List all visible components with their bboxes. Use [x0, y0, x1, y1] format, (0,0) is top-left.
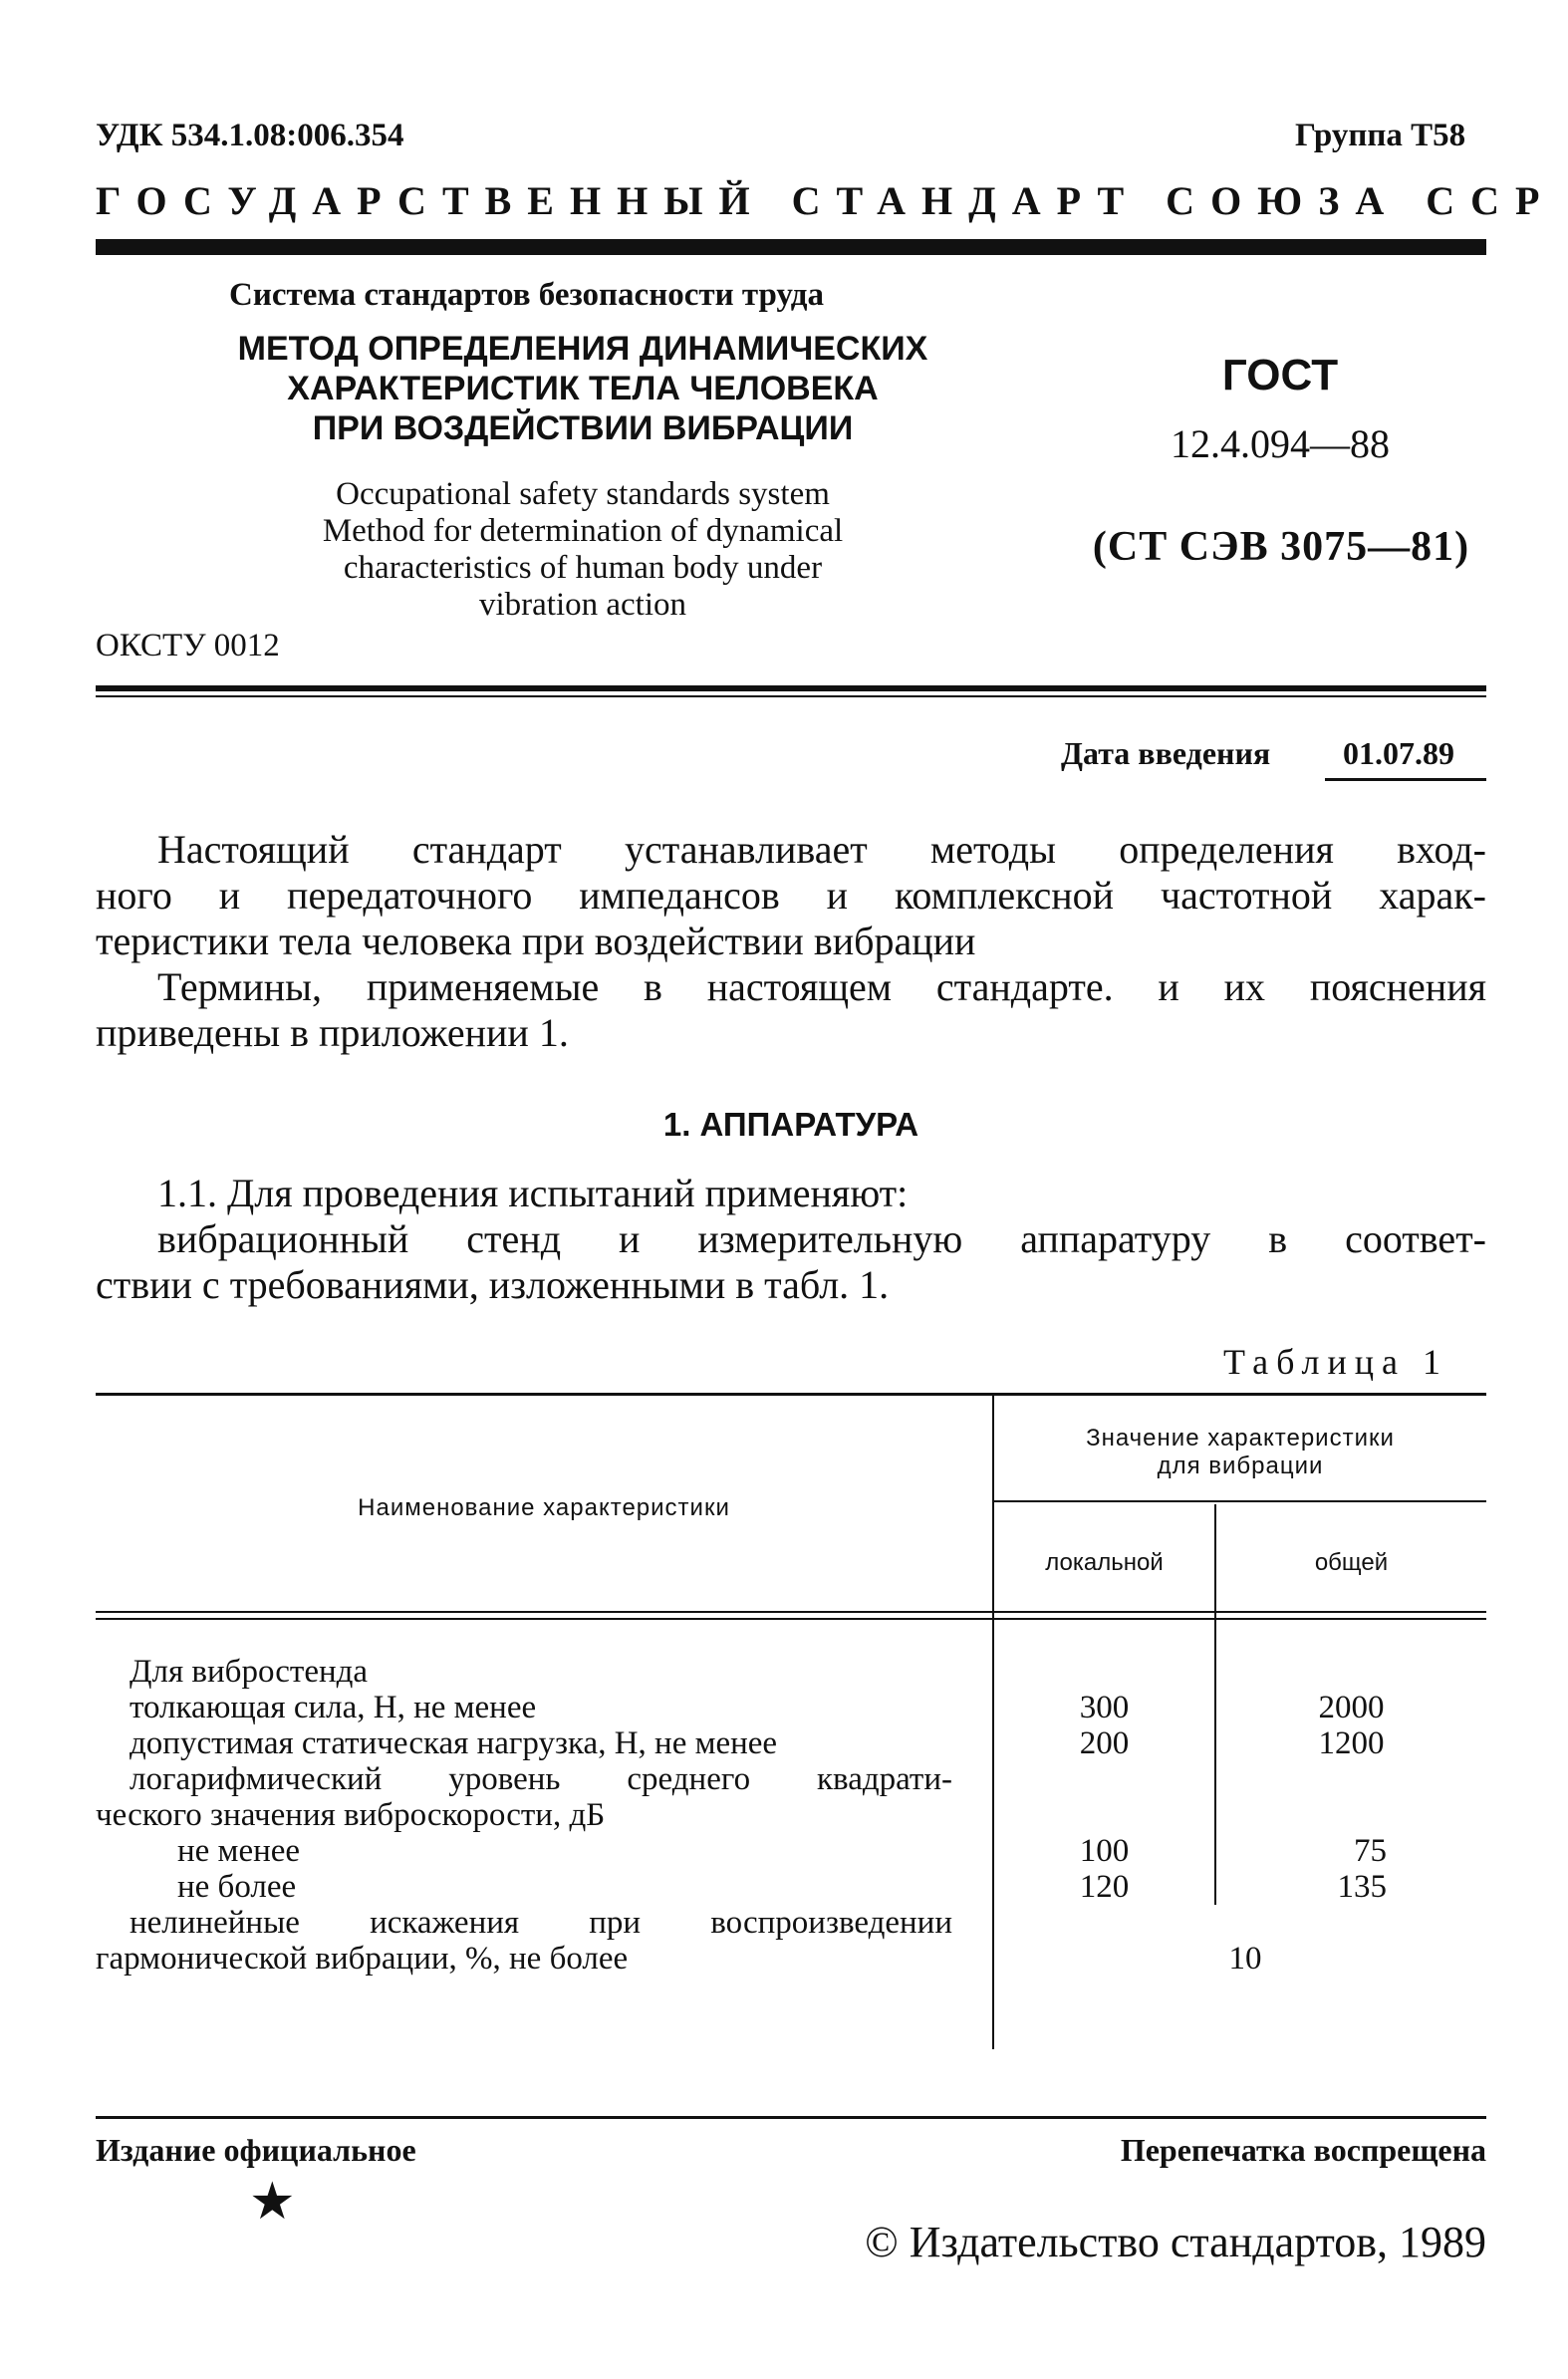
title-en-line: vibration action: [478, 587, 687, 623]
table-cell-local: 100: [1079, 1833, 1130, 1869]
gost-label: ГОСТ: [1221, 351, 1339, 399]
st-sev-number: (СТ СЭВ 3075—81): [1092, 524, 1470, 570]
title-en: [209, 476, 956, 624]
table-cell-general: 1200: [1318, 1725, 1385, 1761]
title-en-line: characteristics of human body under: [343, 550, 823, 586]
table-row-label: логарифмический уровень среднего квадрати-: [130, 1761, 952, 1797]
paragraph-line: ствии с требованиями, изложенными в табл. 1.: [96, 1262, 890, 1307]
paragraph-line: теристики тела человека при воздействии вибрации: [96, 919, 976, 963]
table-row-label: не более: [177, 1869, 297, 1905]
title-ru-line: ПРИ ВОЗДЕЙСТВИИ ВИБРАЦИИ: [312, 409, 854, 447]
group-code: Группа Т58: [1295, 118, 1466, 153]
table-row-label: гармонической вибрации, %, не более: [96, 1941, 629, 1977]
table-cell-general: 2000: [1318, 1690, 1385, 1725]
table-caption: Таблица 1: [1223, 1342, 1448, 1382]
paragraph-line: Термины, применяемые в настоящем стандарте. и их пояснения: [157, 964, 1486, 1009]
table-cell-local: 120: [1079, 1869, 1130, 1905]
table-row-label: допустимая статическая нагрузка, Н, не менее: [130, 1725, 778, 1761]
table-row-label: не менее: [177, 1833, 301, 1869]
title-ru-line: ХАРАКТЕРИСТИК ТЕЛА ЧЕЛОВЕКА: [287, 370, 879, 407]
table-header-name: Наименование характеристики: [358, 1494, 730, 1521]
intro-date-value: 01.07.89: [1343, 735, 1454, 771]
okstu-code: ОКСТУ 0012: [96, 628, 280, 663]
table-head-rule: [96, 1611, 1486, 1613]
table-top-rule: [96, 1393, 1486, 1396]
title-rule-thick: [96, 685, 1486, 691]
table-cell-general: 135: [1337, 1869, 1387, 1905]
table-cell-merged: 10: [1228, 1941, 1262, 1977]
header-rule: [96, 239, 1486, 255]
table-group-rule: [994, 1500, 1486, 1502]
title-ru-line: МЕТОД ОПРЕДЕЛЕНИЯ ДИНАМИЧЕСКИХ: [237, 330, 928, 368]
gost-number: 12.4.094—88: [1171, 421, 1390, 466]
intro-date-label: Дата введения: [1061, 735, 1271, 771]
paragraph-line: вибрационный стенд и измерительную аппаратуру в соответ-: [157, 1216, 1486, 1261]
table-header-general: общей: [1314, 1549, 1389, 1576]
table-header-group-line: Значение характеристики: [1086, 1425, 1395, 1452]
table-row-label: толкающая сила, Н, не менее: [130, 1690, 537, 1725]
udk-code: УДК 534.1.08:006.354: [96, 118, 404, 153]
footer-rule: [96, 2116, 1486, 2119]
table-row-label: ческого значения виброскорости, дБ: [96, 1797, 606, 1833]
intro-date-underline: [1325, 778, 1486, 781]
state-standard-heading: ГОСУДАРСТВЕННЫЙ СТАНДАРТ СОЮЗА ССР: [96, 178, 1556, 223]
table-cell-general: 75: [1354, 1833, 1387, 1869]
table-header-local: локальной: [1045, 1549, 1164, 1576]
table-row-label: нелинейные искажения при воспроизведении: [130, 1905, 952, 1941]
title-en-line: Occupational safety standards system: [336, 476, 830, 512]
copyright-notice: © Издательство стандартов, 1989: [865, 2218, 1486, 2266]
table-cell-local: 200: [1079, 1725, 1130, 1761]
reprint-prohibited-label: Перепечатка воспрещена: [1120, 2132, 1486, 2168]
table-header-group-line: для вибрации: [1157, 1453, 1324, 1479]
title-en-line: Method for determination of dynamical: [322, 513, 844, 549]
paragraph-line: 1.1. Для проведения испытаний применяют:: [157, 1171, 909, 1215]
title-ru: [179, 329, 986, 448]
official-edition-label: Издание официальное: [96, 2132, 416, 2168]
table-header-group: [994, 1425, 1486, 1480]
section-heading: 1. АППАРАТУРА: [662, 1106, 919, 1143]
paragraph-line: Настоящий стандарт устанавливает методы определения вход-: [157, 827, 1486, 872]
standards-system-label: Система стандартов безопасности труда: [229, 277, 824, 313]
table-cell-local: 300: [1079, 1690, 1130, 1725]
paragraph-line: ного и передаточного импедансов и комплексной частотной харак-: [96, 873, 1486, 918]
table-row-label: Для вибростенда: [130, 1654, 369, 1690]
star-icon: ★: [249, 2172, 296, 2232]
title-rule-thin: [96, 695, 1486, 697]
table-head-rule: [96, 1618, 1486, 1620]
paragraph-line: приведены в приложении 1.: [96, 1010, 569, 1055]
